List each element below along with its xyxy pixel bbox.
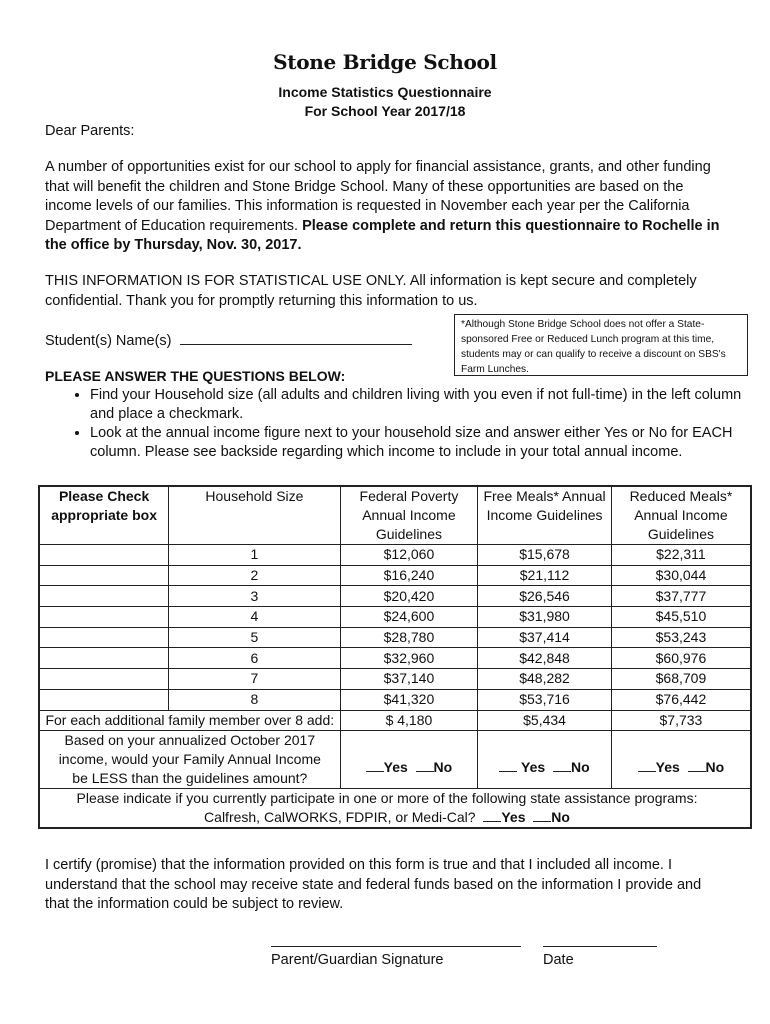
household-size: 7 — [169, 669, 340, 690]
signature-label: Parent/Guardian Signature — [271, 952, 444, 968]
table-row — [39, 607, 751, 628]
table-row — [39, 545, 751, 566]
student-name-row — [45, 330, 412, 349]
household-size: 2 — [169, 565, 340, 586]
certification-text: I certify (promise) that the information provided on this form is true and that I included all income. I understand that the school may receive state and federal funds based on the information I provide and that the information could be subject to review. — [45, 857, 702, 912]
free-guideline: $37,414 — [478, 627, 612, 648]
reduced-guideline: $60,976 — [611, 648, 751, 669]
table-row — [39, 627, 751, 648]
free-guideline: $26,546 — [478, 586, 612, 607]
federal-guideline: $28,780 — [340, 627, 478, 648]
household-checkbox[interactable] — [39, 545, 169, 566]
reduced-yes-no — [611, 730, 751, 788]
household-size: 5 — [169, 627, 340, 648]
table-row — [39, 565, 751, 586]
federal-guideline: $20,420 — [340, 586, 478, 607]
free-yes-no — [478, 730, 612, 788]
federal-no-blank[interactable] — [416, 758, 434, 772]
free-guideline: $48,282 — [478, 669, 612, 690]
household-checkbox[interactable] — [39, 586, 169, 607]
lunch-note: *Although Stone Bridge School does not offer a State-sponsored Free or Reduced Lunch program at this time, students may or can qualify to receive a discount on SBS's Farm Lunches. — [454, 314, 748, 376]
no-option: No — [570, 758, 590, 775]
free-guideline: $31,980 — [478, 607, 612, 628]
household-checkbox[interactable] — [39, 669, 169, 690]
household-checkbox[interactable] — [39, 648, 169, 669]
questions-heading: PLEASE ANSWER THE QUESTIONS BELOW: — [45, 368, 346, 384]
household-size: 8 — [169, 689, 340, 710]
reduced-guideline: $53,243 — [611, 627, 751, 648]
instruction-item: • Find your Household size (all adults and children living with you even if not full-time) in the left column and place a checkmark. — [90, 386, 756, 424]
confidential-notice: THIS INFORMATION IS FOR STATISTICAL USE ONLY. All information is kept secure and completely confidential. Thank you for promptly returning this information to us. — [45, 273, 697, 309]
table-row — [39, 648, 751, 669]
reduced-guideline: $30,044 — [611, 565, 751, 586]
federal-additional: $ 4,180 — [340, 710, 478, 730]
date-label: Date — [543, 952, 574, 968]
additional-member-row — [39, 710, 751, 730]
free-guideline: $42,848 — [478, 648, 612, 669]
participation-question — [39, 788, 751, 828]
yes-option: Yes — [383, 758, 408, 775]
table-row — [39, 669, 751, 690]
participation-row — [39, 788, 751, 828]
instruction-item: • Look at the annual income figure next to your household size and answer either Yes or No for EACH column. Please see backside regarding which income to include in your total annual income. — [90, 424, 756, 462]
income-table — [38, 485, 752, 829]
household-size: 4 — [169, 607, 340, 628]
intro-paragraph — [45, 158, 725, 256]
federal-yes-no — [340, 730, 478, 788]
date-field[interactable] — [543, 946, 657, 947]
instruction-list — [60, 386, 756, 462]
federal-guideline: $37,140 — [340, 669, 478, 690]
household-checkbox[interactable] — [39, 607, 169, 628]
free-guideline: $15,678 — [478, 545, 612, 566]
school-name: Stone Bridge School — [273, 50, 497, 74]
household-checkbox[interactable] — [39, 689, 169, 710]
reduced-no-blank[interactable] — [688, 758, 706, 772]
federal-guideline: $16,240 — [340, 565, 478, 586]
reduced-yes-blank[interactable] — [638, 758, 656, 772]
table-row — [39, 586, 751, 607]
check-column-header: Please Check appropriate box — [39, 486, 169, 545]
reduced-guideline: $22,311 — [611, 545, 751, 566]
student-name-label: Student(s) Name(s) — [45, 333, 172, 349]
school-year: For School Year 2017/18 — [304, 103, 466, 119]
yes-option: Yes — [655, 758, 680, 775]
form-title: Income Statistics Questionnaire — [278, 84, 492, 100]
reduced-guideline: $76,442 — [611, 689, 751, 710]
return-instruction: Please complete and return this questionnaire to Rochelle in the office by Thursday, Nov. 30, 2017. — [45, 217, 720, 253]
household-checkbox[interactable] — [39, 565, 169, 586]
additional-member-label: For each additional family member over 8 add: — [39, 710, 340, 730]
yes-option: Yes — [517, 758, 546, 775]
free-guideline: $53,716 — [478, 689, 612, 710]
no-option: No — [433, 758, 453, 775]
reduced-guideline: $68,709 — [611, 669, 751, 690]
reduced-column-header: Reduced Meals* Annual Income Guidelines — [611, 486, 751, 545]
reduced-additional: $7,733 — [611, 710, 751, 730]
household-column-header: Household Size — [169, 486, 340, 545]
free-no-blank[interactable] — [553, 758, 571, 772]
free-yes-blank[interactable] — [499, 758, 517, 772]
household-size: 6 — [169, 648, 340, 669]
no-option: No — [705, 758, 725, 775]
free-additional: $5,434 — [478, 710, 612, 730]
reduced-guideline: $45,510 — [611, 607, 751, 628]
household-checkbox[interactable] — [39, 627, 169, 648]
participation-no-blank[interactable] — [533, 808, 551, 822]
federal-guideline: $32,960 — [340, 648, 478, 669]
yes-option: Yes — [501, 808, 526, 825]
student-name-field[interactable] — [180, 330, 412, 345]
household-size: 1 — [169, 545, 340, 566]
federal-column-header: Federal Poverty Annual Income Guidelines — [340, 486, 478, 545]
no-option: No — [551, 808, 570, 825]
participation-text: Please indicate if you currently participate in one or more of the following state assistance programs: Calfresh, CalWORKS, FDPIR, or Medi-Cal? — [76, 789, 698, 825]
table-header-row — [39, 486, 751, 545]
federal-guideline: $41,320 — [340, 689, 478, 710]
free-column-header: Free Meals* Annual Income Guidelines — [478, 486, 612, 545]
signature-field[interactable] — [271, 946, 521, 947]
household-size: 3 — [169, 586, 340, 607]
table-row — [39, 689, 751, 710]
free-guideline: $21,112 — [478, 565, 612, 586]
income-question-row — [39, 730, 751, 788]
reduced-guideline: $37,777 — [611, 586, 751, 607]
income-question: Based on your annualized October 2017 income, would your Family Annual Income be LESS than the guidelines amount? — [39, 730, 340, 788]
participation-yes-blank[interactable] — [483, 808, 501, 822]
intro-text: A number of opportunities exist for our school to apply for financial assistance, grants, and other funding that will benefit the children and Stone Bridge School. Many of these opportunities are based on the income levels of our families. This information is requested in November each year per the California Department of Education requirements. — [45, 159, 711, 234]
greeting: Dear Parents: — [45, 123, 135, 139]
federal-guideline: $12,060 — [340, 545, 478, 566]
federal-guideline: $24,600 — [340, 607, 478, 628]
federal-yes-blank[interactable] — [366, 758, 384, 772]
